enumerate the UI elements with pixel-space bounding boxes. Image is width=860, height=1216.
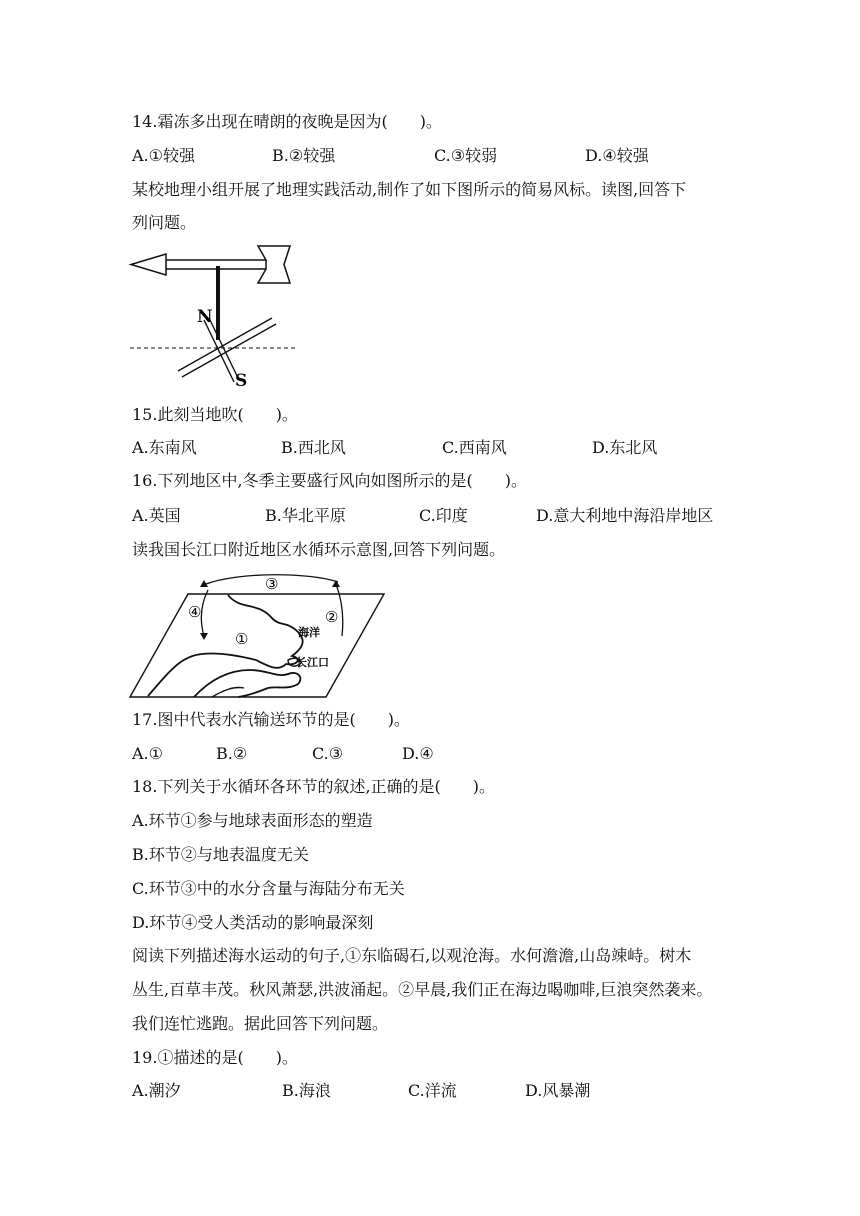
q14-option-a: A.①较强 xyxy=(132,146,195,165)
wind-vane-intro-line1: 某校地理小组开展了地理实践活动,制作了如下图所示的简易风标。读图,回答下 xyxy=(132,180,687,199)
estuary-label: 长江口 xyxy=(296,656,329,669)
q16-option-a: A.英国 xyxy=(132,506,181,525)
q18-option-a: A.环节①参与地球表面形态的塑造 xyxy=(132,811,373,830)
q17-option-a: A.① xyxy=(132,744,163,763)
q15-option-a: A.东南风 xyxy=(132,438,197,457)
q19-option-c: C.洋流 xyxy=(408,1081,457,1100)
label-2: ② xyxy=(325,608,339,626)
passage-line3: 我们连忙逃跑。据此回答下列问题。 xyxy=(132,1014,389,1033)
ocean-label: 海洋 xyxy=(298,626,320,639)
q16-stem: 16.下列地区中,冬季主要盛行风向如图所示的是( )。 xyxy=(132,471,528,490)
q16-option-b: B.华北平原 xyxy=(265,506,346,525)
q19-stem: 19.①描述的是( )。 xyxy=(132,1048,298,1067)
q14-option-d: D.④较强 xyxy=(585,146,649,165)
north-label: N xyxy=(197,307,213,327)
q14-option-c: C.③较弱 xyxy=(434,146,498,165)
label-1: ① xyxy=(235,630,249,648)
wind-vane-figure xyxy=(126,240,306,390)
passage-line2: 丛生,百草丰茂。秋风萧瑟,洪波涌起。②早晨,我们正在海边喝咖啡,巨浪突然袭来。 xyxy=(132,980,713,999)
q15-option-b: B.西北风 xyxy=(281,438,346,457)
q17-option-d: D.④ xyxy=(402,744,434,763)
q16-option-d: D.意大利地中海沿岸地区 xyxy=(536,506,714,525)
q18-option-d: D.环节④受人类活动的影响最深刻 xyxy=(132,913,374,932)
q14-option-b: B.②较强 xyxy=(272,146,336,165)
q19-option-d: D.风暴潮 xyxy=(525,1081,591,1100)
wind-vane-intro-line2: 列问题。 xyxy=(132,213,197,232)
q17-stem: 17.图中代表水汽输送环节的是( )。 xyxy=(132,710,410,729)
q15-option-c: C.西南风 xyxy=(442,438,507,457)
q16-option-c: C.印度 xyxy=(419,506,468,525)
label-3: ③ xyxy=(265,575,279,593)
south-label: S xyxy=(235,371,248,390)
q15-option-d: D.东北风 xyxy=(592,438,658,457)
q15-stem: 15.此刻当地吹( )。 xyxy=(132,405,298,424)
q18-option-b: B.环节②与地表温度无关 xyxy=(132,845,309,864)
water-cycle-figure xyxy=(128,570,388,700)
q17-option-c: C.③ xyxy=(312,744,344,763)
label-4: ④ xyxy=(188,603,202,621)
passage-line1: 阅读下列描述海水运动的句子,①东临碣石,以观沧海。水何澹澹,山岛竦峙。树木 xyxy=(132,946,692,965)
q14-stem: 14.霜冻多出现在晴朗的夜晚是因为( )。 xyxy=(132,112,442,131)
q17-option-b: B.② xyxy=(216,744,248,763)
q19-option-a: A.潮汐 xyxy=(132,1081,181,1100)
q18-option-c: C.环节③中的水分含量与海陆分布无关 xyxy=(132,879,405,898)
water-cycle-intro: 读我国长江口附近地区水循环示意图,回答下列问题。 xyxy=(132,540,506,559)
q19-option-b: B.海浪 xyxy=(282,1081,331,1100)
q18-stem: 18.下列关于水循环各环节的叙述,正确的是( )。 xyxy=(132,777,496,796)
